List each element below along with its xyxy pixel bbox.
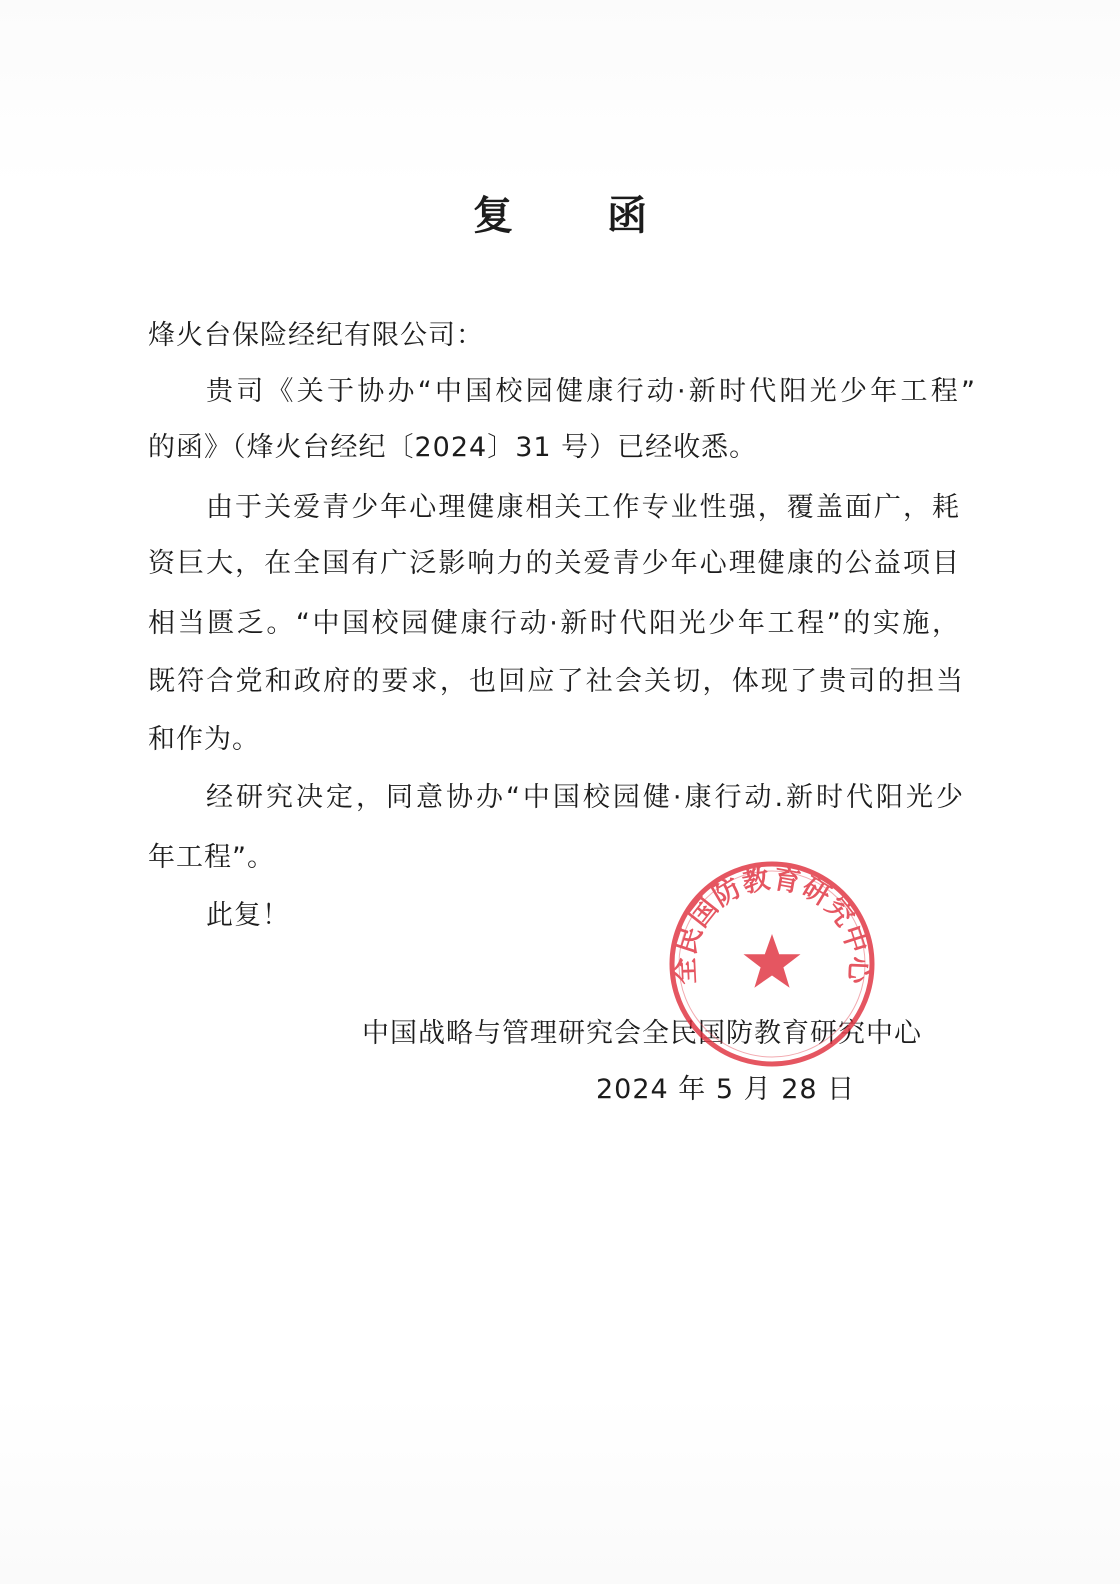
signature-organization: 中国战略与管理研究会全民国防教育研究中心 (362, 1018, 922, 1049)
closing: 此复！ (206, 900, 290, 931)
paragraph-1-line-1: 贵司《关于协办“中国校园健康行动·新时代阳光少年工程” (206, 376, 976, 407)
recipient: 烽火台保险经纪有限公司： (148, 320, 484, 351)
svg-text:全民国防教育研究中心: 全民国防教育研究中心 (669, 863, 875, 986)
paragraph-3-line-1: 经研究决定，同意协办“中国校园健·康行动.新时代阳光少 (206, 782, 964, 813)
paragraph-2-line-1: 由于关爱青少年心理健康相关工作专业性强，覆盖面广，耗 (206, 492, 960, 523)
paragraph-2-line-2: 资巨大，在全国有广泛影响力的关爱青少年心理健康的公益项目 (148, 548, 960, 579)
paragraph-2-line-3: 相当匮乏。“中国校园健康行动·新时代阳光少年工程”的实施， (148, 608, 960, 639)
paragraph-1-line-2: 的函》（烽火台经纪〔2024〕31 号）已经收悉。 (148, 432, 758, 463)
paragraph-2-line-4: 既符合党和政府的要求，也回应了社会关切，体现了贵司的担当 (148, 666, 964, 697)
official-seal-icon (666, 858, 878, 1070)
paragraph-2-line-5: 和作为。 (148, 724, 260, 755)
page-title: 复 函 (473, 193, 687, 239)
signature-date: 2024 年 5 月 28 日 (596, 1074, 856, 1105)
paragraph-3-line-2: 年工程”。 (148, 842, 275, 873)
